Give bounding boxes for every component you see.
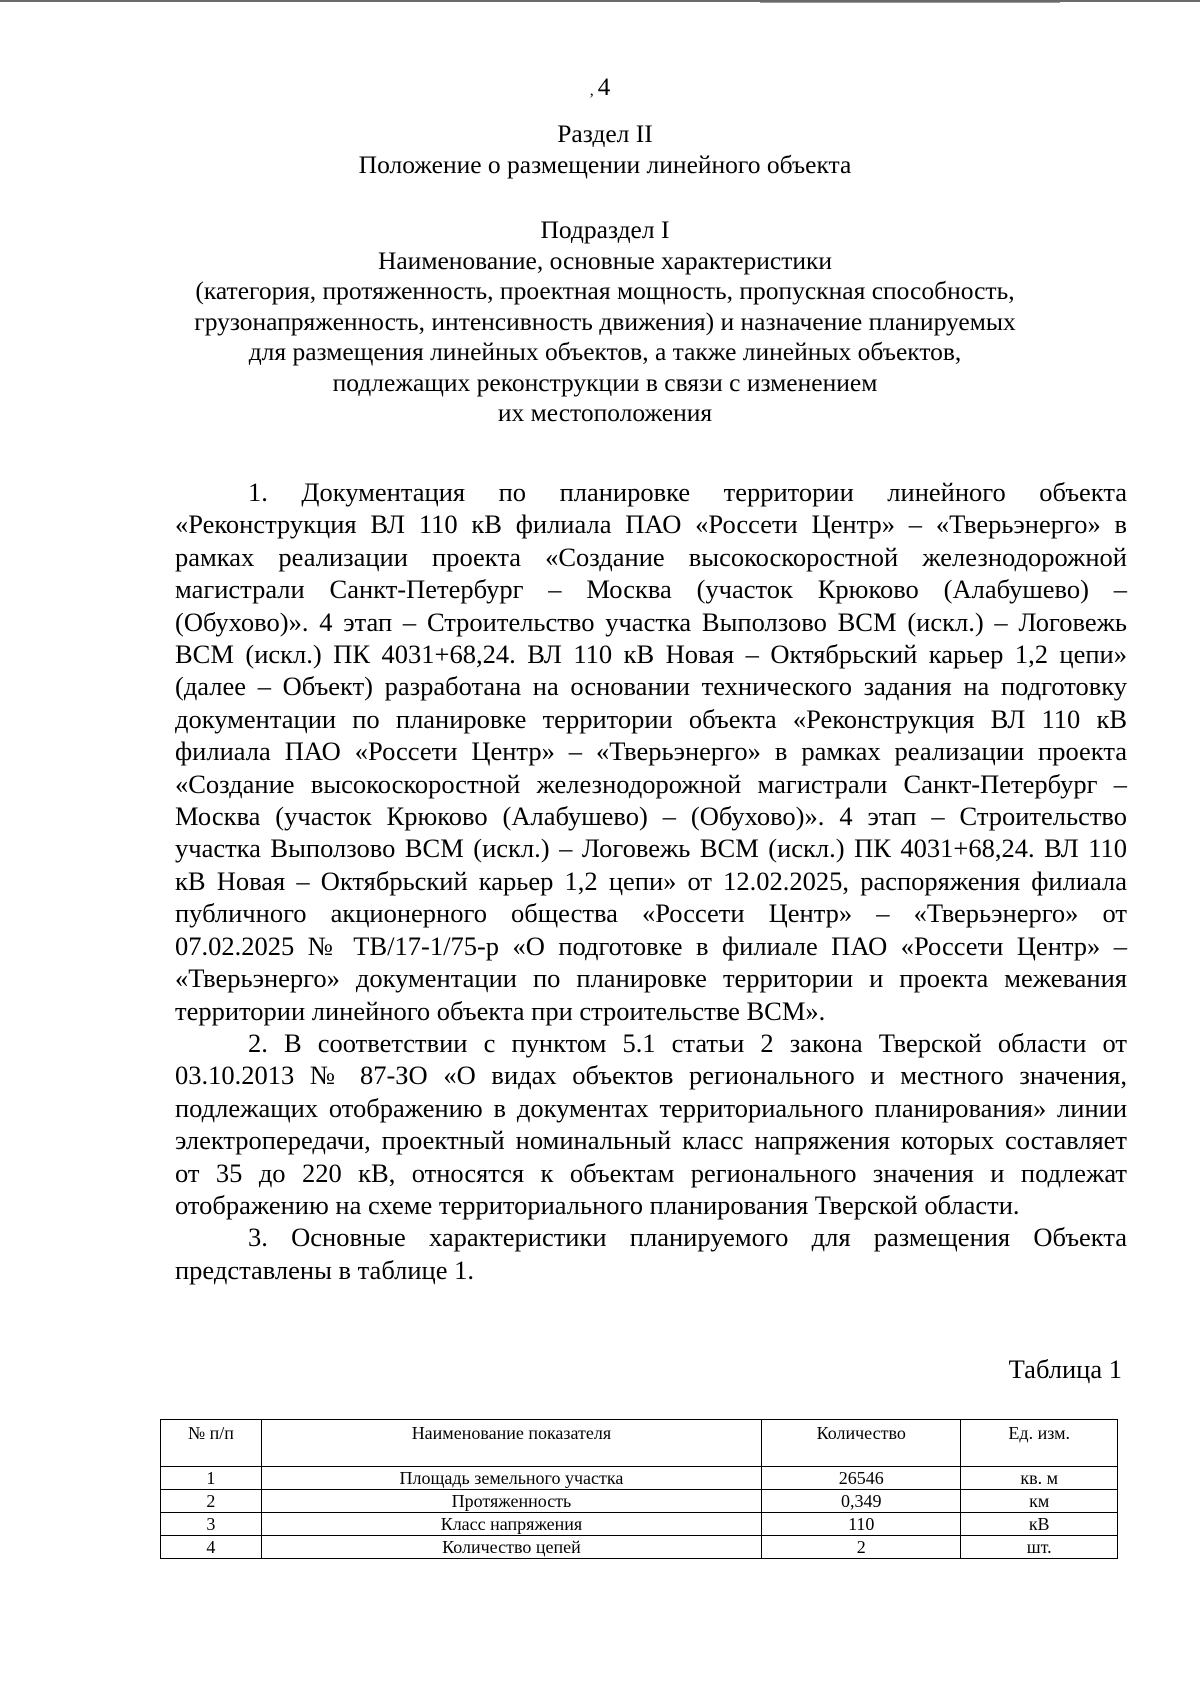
cell-number: 2 — [161, 1490, 262, 1513]
subsection-line: Наименование, основные характеристики — [377, 245, 833, 275]
section-title: Раздел II — [557, 119, 653, 148]
paragraph-2: 2. В соответствии с пунктом 5.1 статьи 2 закона Тверской области от 03.10.2013 № 87-ЗО «О видах объектов регионального и местного значения, подлежащих отображению в документах территориального планирования» линии электропередачи, проектный номинальный класс напряжения которых составляет от 35 до 220 кВ, относятся к объектам регионального значения и подлежат отображению на схеме территориального планирования Тверской области. — [175, 1027, 1127, 1220]
table-caption: Таблица 1 — [1008, 1354, 1122, 1384]
page-mark: , — [589, 82, 594, 99]
paragraph-3: 3. Основные характеристики планируемого для размещения Объекта представлены в таблице 1. — [175, 1222, 1127, 1285]
cell-quantity: 26546 — [762, 1467, 961, 1490]
header-cell-number: № п/п — [161, 1420, 262, 1467]
cell-unit: кв. м — [961, 1467, 1118, 1490]
cell-indicator: Площадь земельного участка — [261, 1467, 761, 1490]
paragraph-1: 1. Документация по планировке территории линейного объекта «Реконструкция ВЛ 110 кВ филиала ПАО «Россети Центр» – «Тверьэнерго» в рамках реализации проекта «Создание высокоскоростной железнодорожной магистрали Санкт-Петербург – Москва (участок Крюково (Алабушево) – (Обухово)». 4 этап – Строительство участка Выползово ВСМ (искл.) – Логовежь ВСМ (искл.) ПК 4031+68,24. ВЛ 110 кВ Новая – Октябрьский карьер 1,2 цепи» (далее – Объект) разработана на основании технического задания на подготовку документации по планировке территории объекта «Реконструкция ВЛ 110 кВ филиала ПАО «Россети Центр» – «Тверьэнерго» в рамках реализации проекта «Создание высокоскоростной железнодорожной магистрали Санкт-Петербург – Москва (участок Крюково (Алабушево) – (Обухово)». 4 этап – Строительство участка Выползово ВСМ (искл.) – Логовежь ВСМ (искл.) ПК 4031+68,24. ВЛ 110 кВ Новая – Октябрьский карьер 1,2 цепи» от 12.02.2025, распоряжения филиала публичного акционерного общества «Россети Центр» – «Тверьэнерго» от 07.02.2025 № ТВ/17-1/75-р «О подготовке в филиале ПАО «Россети Центр» – «Тверьэнерго» документации по планировке территории и проекта межевания территории линейного объекта при строительстве ВСМ». — [175, 477, 1127, 1026]
table-row — [161, 1490, 1118, 1513]
cell-unit: км — [961, 1490, 1118, 1513]
scan-border-top-secondary — [760, 2, 1060, 3]
cell-number: 1 — [161, 1467, 262, 1490]
table-row — [161, 1536, 1118, 1559]
table-row — [161, 1513, 1118, 1536]
body-text — [175, 476, 1127, 1286]
header-cell-quantity: Количество — [762, 1420, 961, 1467]
characteristics-table — [160, 1419, 1118, 1559]
page-number — [0, 74, 1200, 102]
cell-indicator: Протяженность — [261, 1490, 761, 1513]
cell-quantity: 0,349 — [762, 1490, 961, 1513]
subsection-line: для размещения линейных объектов, а также линейных объектов, — [248, 337, 962, 366]
subsection-line: их местоположения — [497, 398, 713, 427]
cell-quantity: 2 — [762, 1536, 961, 1559]
page-number-value: 4 — [597, 74, 611, 101]
cell-unit: кВ — [961, 1513, 1118, 1536]
header-cell-indicator: Наименование показателя — [261, 1420, 761, 1467]
subsection-title: Подраздел I — [540, 215, 670, 244]
cell-number: 4 — [161, 1536, 262, 1559]
subsection-heading — [150, 215, 1060, 429]
section-heading — [150, 119, 1060, 180]
table-header-row — [161, 1420, 1118, 1467]
section-subtitle: Положение о размещении линейного объекта — [358, 149, 852, 179]
header-cell-unit: Ед. изм. — [961, 1420, 1118, 1467]
subsection-line: подлежащих реконструкции в связи с изменением — [332, 367, 878, 397]
cell-number: 3 — [161, 1513, 262, 1536]
cell-indicator: Класс напряжения — [261, 1513, 761, 1536]
cell-unit: шт. — [961, 1536, 1118, 1559]
table-row — [161, 1467, 1118, 1490]
subsection-line: (категория, протяженность, проектная мощность, пропускная способность, — [195, 276, 1015, 305]
subsection-line: грузонапряженность, интенсивность движения) и назначение планируемых — [194, 306, 1016, 336]
cell-quantity: 110 — [762, 1513, 961, 1536]
cell-indicator: Количество цепей — [261, 1536, 761, 1559]
